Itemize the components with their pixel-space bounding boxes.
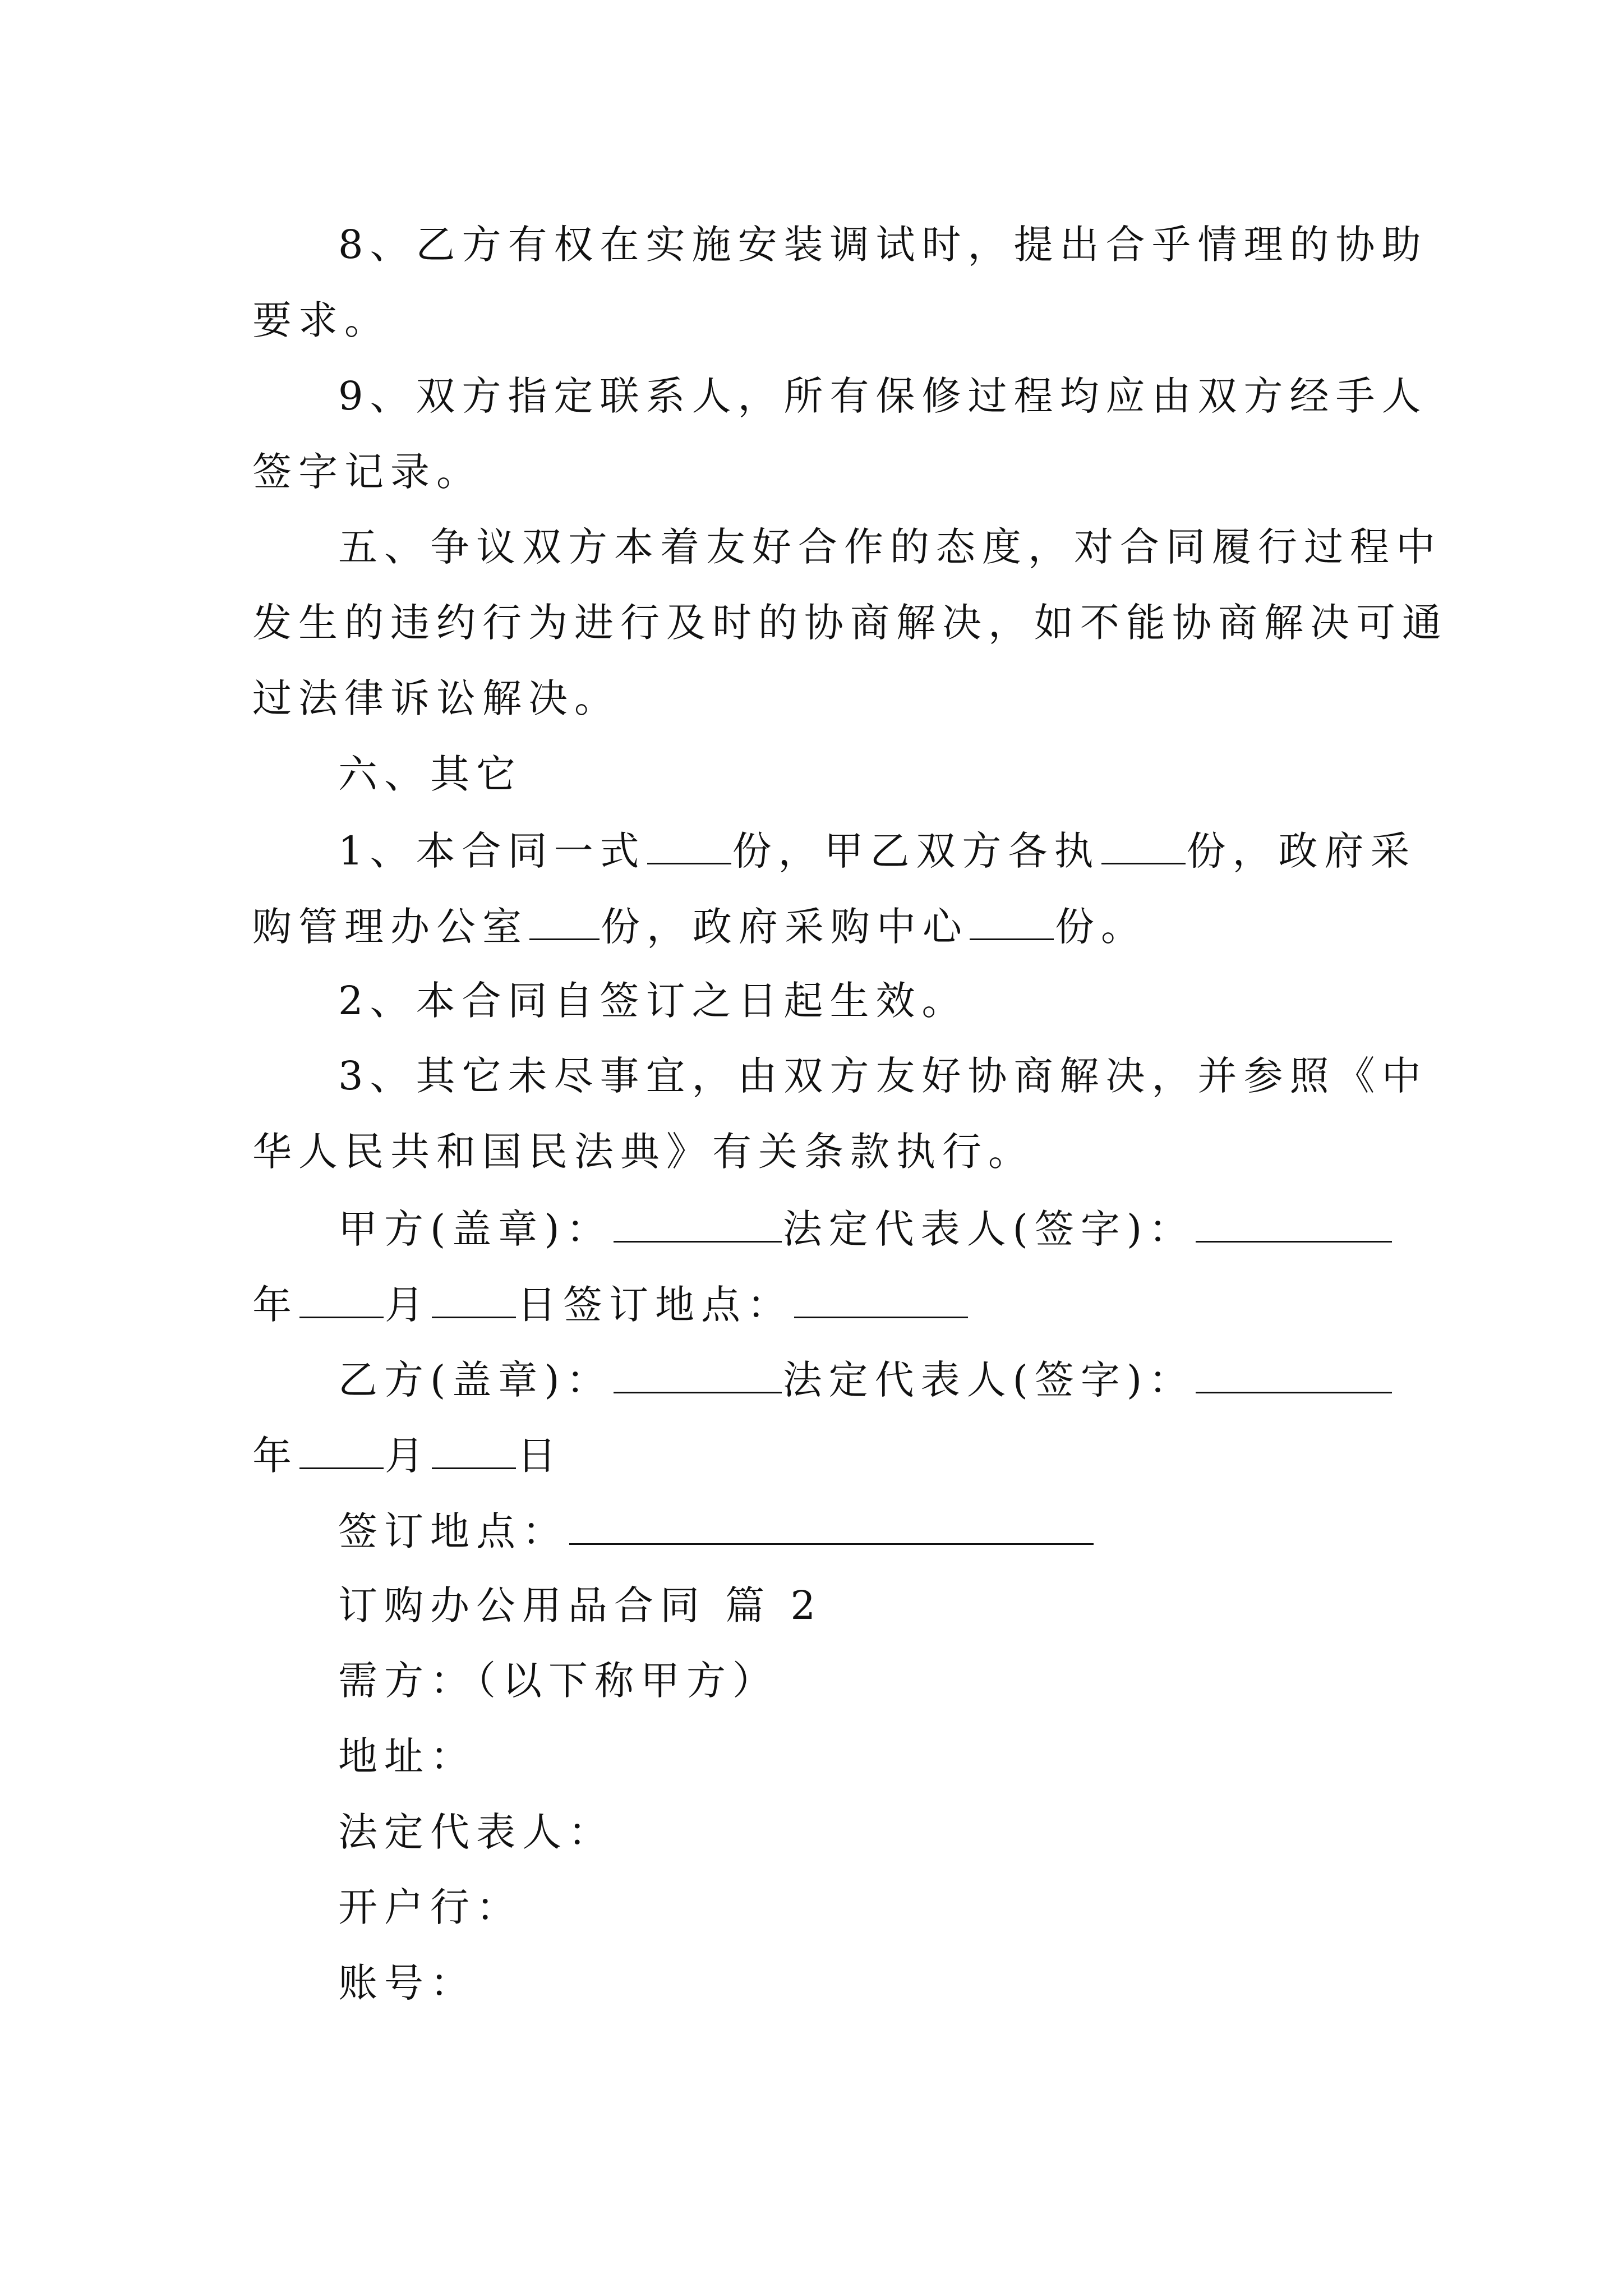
- party-b-place-label: 签订地点：: [338, 1508, 568, 1554]
- party-a-month-label: 月: [385, 1282, 431, 1328]
- party-b-month-label: 月: [385, 1433, 431, 1479]
- center-copies-blank[interactable]: [970, 897, 1054, 940]
- party-a-signature-line: [338, 1199, 1393, 1255]
- section-5-line-2: 发生的违约行为进行及时的协商解决，如不能协商解决可通: [252, 600, 1448, 646]
- clause-6-2: 2、本合同自签订之日起生效。: [338, 978, 968, 1024]
- contract-2-title: 订购办公用品合同 篇 2: [338, 1582, 823, 1628]
- party-b-rep-blank[interactable]: [1196, 1350, 1392, 1393]
- party-a-day-place-label: 日签订地点：: [517, 1282, 793, 1328]
- clause-6-1-line-2: [252, 897, 1147, 953]
- copies-office-intro: 份，政府采: [1186, 828, 1417, 874]
- office-label: 购管理办公室: [252, 904, 528, 950]
- party-b-rep-label: 法定代表人(签字)：: [782, 1357, 1195, 1403]
- copies-each-label: 份，甲乙双方各执: [732, 828, 1100, 874]
- party-b-seal-label: 乙方(盖章)：: [338, 1357, 612, 1403]
- party-b-day-label: 日: [517, 1433, 563, 1479]
- party-a-seal-label: 甲方(盖章)：: [338, 1206, 612, 1252]
- section-5-line-1: 五、争议双方本着友好合作的态度，对合同履行过程中: [338, 524, 1442, 570]
- clause-6-3-line-1: 3、其它未尽事宜，由双方友好协商解决，并参照《中: [338, 1053, 1428, 1099]
- party-b-signature-line: [338, 1350, 1393, 1406]
- clause-6-1-line-1: [338, 821, 1417, 877]
- party-a-year-label: 年: [252, 1282, 298, 1328]
- party-a-rep-blank[interactable]: [1196, 1199, 1392, 1243]
- copies-total-label: 1、本合同一式: [338, 828, 646, 874]
- account-line: 账号：: [338, 1960, 476, 2006]
- party-a-place-blank[interactable]: [794, 1275, 968, 1318]
- copies-each-blank[interactable]: [1101, 821, 1186, 864]
- clause-8-line-2: 要求。: [252, 297, 390, 343]
- party-b-month-blank[interactable]: [432, 1426, 516, 1469]
- center-label: 份，政府采购中心: [601, 904, 969, 950]
- copies-total-blank[interactable]: [647, 821, 731, 864]
- bank-line: 开户行：: [338, 1884, 522, 1930]
- copies-end: 份。: [1055, 904, 1147, 950]
- party-a-rep-label: 法定代表人(签字)：: [782, 1206, 1195, 1252]
- party-a-seal-blank[interactable]: [614, 1199, 782, 1243]
- party-b-place-line: [338, 1502, 1095, 1558]
- clause-8-line-1: 8、乙方有权在实施安装调试时，提出合乎情理的协助: [338, 222, 1428, 268]
- party-a-month-blank[interactable]: [432, 1275, 516, 1318]
- party-a-year-blank[interactable]: [299, 1275, 384, 1318]
- clause-9-line-2: 签字记录。: [252, 449, 482, 495]
- section-5-line-3: 过法律诉讼解决。: [252, 675, 620, 721]
- party-a-date-line: [252, 1275, 969, 1331]
- buyer-line: 需方：（以下称甲方）: [338, 1658, 778, 1704]
- clause-9-line-1: 9、双方指定联系人，所有保修过程均应由双方经手人: [338, 373, 1428, 419]
- party-b-seal-blank[interactable]: [614, 1350, 782, 1393]
- legal-rep-line: 法定代表人：: [338, 1809, 614, 1855]
- party-b-year-blank[interactable]: [299, 1426, 384, 1469]
- party-b-date-line: [252, 1426, 563, 1482]
- party-b-year-label: 年: [252, 1433, 298, 1479]
- section-6-heading: 六、其它: [338, 751, 522, 797]
- clause-6-3-line-2: 华人民共和国民法典》有关条款执行。: [252, 1129, 1034, 1175]
- office-copies-blank[interactable]: [529, 897, 600, 940]
- address-line: 地址：: [338, 1733, 476, 1779]
- party-b-place-blank[interactable]: [569, 1502, 1094, 1545]
